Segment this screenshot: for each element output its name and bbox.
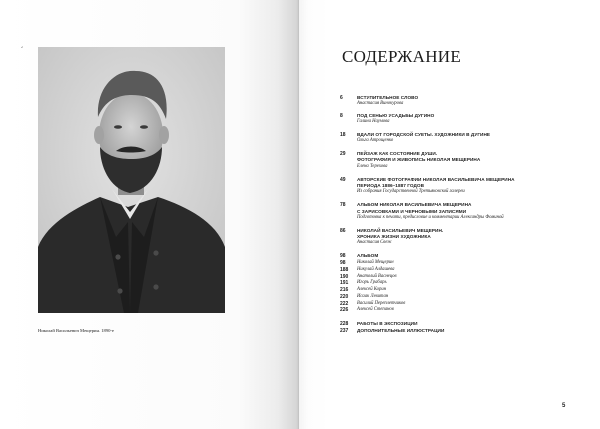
toc-album-item[interactable] [340,267,580,274]
toc-entry-author: Подготовка к печати, предисловие и комментарии Александры Фоминой [357,214,504,220]
toc-entry-author: Ольга Атрощенко [357,138,394,144]
toc-page-number: 98 [340,253,346,260]
toc-page-number: 78 [340,202,346,209]
toc-entry-author: Из собрания Государственной Третьяковской галереи [357,189,465,195]
toc-page-number: 6 [340,95,343,101]
toc-entry-author: Анастасия Свеж [357,240,392,246]
toc-entry[interactable] [340,177,580,196]
toc-page-number: 8 [340,112,343,119]
toc-album-artist: Анатолий Васнецов [357,273,397,279]
toc-album-item[interactable] [340,307,580,314]
portrait-illustration [38,47,225,313]
left-page [0,0,299,429]
toc-entry-title: ПОД СЕНЬЮ УСАДЬБЫ ДУГИНО [357,112,435,118]
toc-page-number: 220 [340,293,349,300]
table-of-contents [340,95,580,334]
toc-page-number: 237 [340,327,349,334]
toc-album-artist: Алексей Корин [357,287,387,293]
toc-album-artist: Игорь Грабарь [357,280,387,286]
toc-entry-title: ВДАЛИ ОТ ГОРОДСКОЙ СУЕТЫ. ХУДОЖНИКИ В ДУГИНЕ [357,131,491,137]
toc-entry-title-line-2: ХРОНИКА ЖИЗНИ ХУДОЖНИКА [357,234,431,240]
toc-entry-title: АЛЬБОМ НИКОЛАЯ ВАСИЛЬЕВИЧА МЕЩЕРИНА [357,202,472,208]
toc-entry-title-line-2: ПЕРИОДА 1886–1887 ГОДОВ [357,183,425,189]
toc-entry-title: ДОПОЛНИТЕЛЬНЫЕ ИЛЛЮСТРАЦИИ [357,327,445,333]
toc-album-item[interactable] [340,287,580,294]
toc-entry[interactable] [340,202,580,221]
toc-title: СОДЕРЖАНИЕ [342,47,462,66]
toc-entry-title-line-2: ФОТОГРАФИЯ И ЖИВОПИСЬ НИКОЛАЯ МЕЩЕРИНА [357,157,481,163]
toc-page-number: 86 [340,227,346,234]
toc-entry-title: РАБОТЫ В ЭКСПОЗИЦИИ [357,320,418,326]
toc-entry[interactable] [340,328,580,335]
toc-page-number: 29 [340,151,346,158]
toc-page-number: 190 [340,273,349,280]
toc-entry[interactable] [340,95,580,108]
toc-page-number: 49 [340,176,346,183]
page-number: 5 [562,403,566,409]
toc-entry-author: Галина Наумова [357,118,390,124]
toc-entry-author: Анастасия Винокурова [357,101,404,107]
toc-entry[interactable] [340,321,580,328]
toc-entry[interactable] [340,151,580,170]
toc-entry-title: АВТОРСКИЕ ФОТОГРАФИИ НИКОЛАЯ ВАСИЛЬЕВИЧА МЕЩЕРИНА [357,176,515,182]
toc-page-number: 226 [340,307,349,314]
toc-entry-title: ПЕЙЗАЖ КАК СОСТОЯНИЕ ДУШИ. [357,151,438,157]
toc-entry-author: Елена Терехова [357,163,388,169]
toc-album-item[interactable] [340,260,580,267]
toc-entry-title: НИКОЛАЙ ВАСИЛЬЕВИЧ МЕЩЕРИН. [357,227,444,233]
toc-page-number: 216 [340,287,349,294]
toc-page-number: 228 [340,320,349,327]
toc-entry-title: АЛЬБОМ [357,253,379,259]
corner-mark: ʻ [21,46,23,53]
toc-album-item[interactable] [340,294,580,301]
toc-album-artist: Алексей Степанов [357,307,394,313]
toc-page-number: 188 [340,266,349,273]
toc-album-item[interactable] [340,274,580,281]
photo-caption: Николай Васильевич Мещерин. 1890-е [38,328,114,333]
toc-entry-title-line-2: С ЗАРИСОВКАМИ И ЧЕРНОВЫМИ ЗАПИСЯМИ [357,208,467,214]
toc-entry[interactable] [340,228,580,247]
toc-entry[interactable] [340,113,580,126]
toc-entry[interactable] [340,132,580,145]
toc-page-number: 18 [340,131,346,138]
toc-page-number: 222 [340,300,349,307]
toc-album-artist: Исаак Левитан [357,293,389,299]
toc-album-artist: Никулай Алдашева [357,266,395,272]
toc-album-artist: Николай Мещерин [357,260,394,266]
toc-page-number: 98 [340,260,346,267]
toc-entry-title: ВСТУПИТЕЛЬНОЕ СЛОВО [357,95,419,100]
toc-album-artist: Василий Переплетчиков [357,300,406,306]
portrait-photo [38,47,225,313]
toc-page-number: 191 [340,280,349,287]
